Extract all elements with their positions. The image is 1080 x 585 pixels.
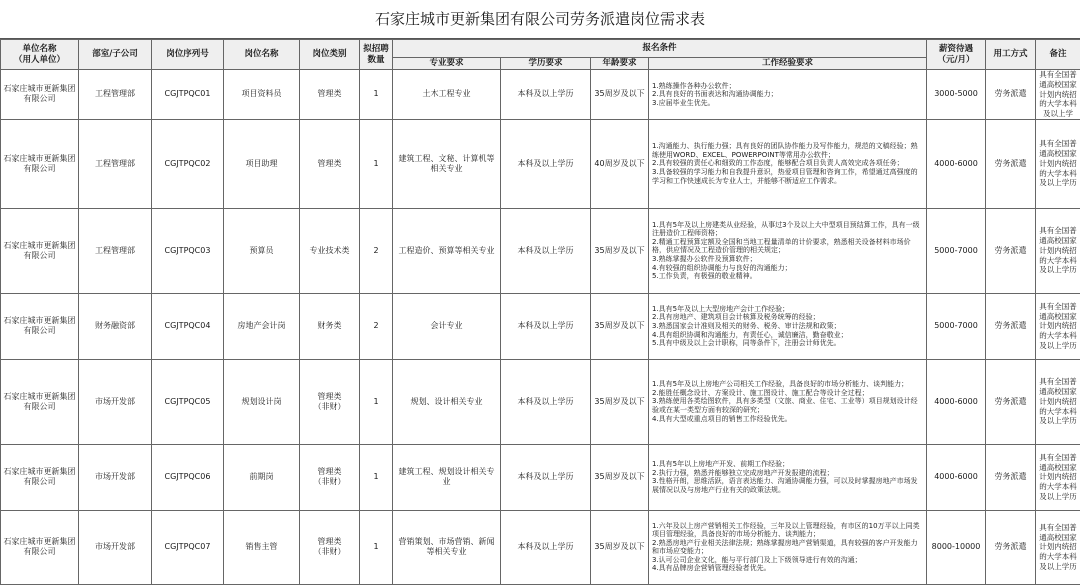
cell-category: 管理类 （非财） <box>300 444 360 510</box>
cell-category: 管理类 <box>300 119 360 208</box>
cell-remark: 具有全国普通高校国家计划内统招的大学本科及以上学历 <box>1036 208 1080 293</box>
cell-employment: 劳务派遣 <box>986 208 1036 293</box>
experience-line: 2.执行力强，熟悉并能够独立完成房地产开发报建的流程； <box>652 469 923 478</box>
cell-employment: 劳务派遣 <box>986 359 1036 444</box>
cell-unit: 石家庄城市更新集团有限公司 <box>1 119 79 208</box>
header-salary: 薪资待遇 （元/月） <box>927 40 986 70</box>
table-row <box>1 510 1080 584</box>
cell-remark: 具有全国普通高校国家计划内统招的大学本科及以上学历 <box>1036 359 1080 444</box>
cell-code: CGJTPQC02 <box>152 119 224 208</box>
table-row <box>1 359 1080 444</box>
cell-name: 前期岗 <box>224 444 300 510</box>
experience-line: 1.六年及以上房产营销相关工作经验，三年及以上管理经验，有市区的10万平以上同类项目管理经验，具备良好的市场分析能力、谈判能力； <box>652 522 923 539</box>
header-code: 岗位序列号 <box>152 40 224 70</box>
header-conditions: 报名条件 <box>393 40 927 58</box>
cell-code: CGJTPQC07 <box>152 510 224 584</box>
cell-name: 预算员 <box>224 208 300 293</box>
experience-line: 3.熟练掌握办公软件及预算软件； <box>652 255 923 264</box>
cell-unit: 石家庄城市更新集团有限公司 <box>1 293 79 359</box>
cell-category: 管理类 <box>300 70 360 120</box>
experience-line: 1.具有5年及以上房建类从业经验，从事过3个及以上大中型项目预结算工作，具有一级注册造价工程师资格； <box>652 221 923 238</box>
cell-major: 土木工程专业 <box>393 70 501 120</box>
cell-employment: 劳务派遣 <box>986 444 1036 510</box>
cell-salary: 5000-7000 <box>927 208 986 293</box>
cell-count: 1 <box>360 444 393 510</box>
cell-remark: 具有全国普通高校国家计划内统招的大学本科及以上学 <box>1036 70 1080 120</box>
cell-age: 35周岁及以下 <box>591 293 649 359</box>
cell-major: 会计专业 <box>393 293 501 359</box>
cell-dept: 市场开发部 <box>79 444 152 510</box>
cell-major: 营销策划、市场营销、新闻等相关专业 <box>393 510 501 584</box>
cell-employment: 劳务派遣 <box>986 119 1036 208</box>
cell-name: 项目资料员 <box>224 70 300 120</box>
cell-remark: 具有全国普通高校国家计划内统招的大学本科及以上学历 <box>1036 510 1080 584</box>
cell-count: 1 <box>360 359 393 444</box>
experience-line: 2.能胜任概念设计、方案设计、施工图设计、施工配合等设计全过程； <box>652 389 923 398</box>
cell-unit: 石家庄城市更新集团有限公司 <box>1 510 79 584</box>
cell-name: 规划设计岗 <box>224 359 300 444</box>
cell-name: 销售主管 <box>224 510 300 584</box>
cell-dept: 工程管理部 <box>79 208 152 293</box>
experience-line: 1.熟练操作各种办公软件； <box>652 82 923 91</box>
header-dept: 部室/子公司 <box>79 40 152 70</box>
cell-major: 建筑工程、规划设计相关专业 <box>393 444 501 510</box>
header-unit: 单位名称 （用人单位） <box>1 40 79 70</box>
table-row <box>1 293 1080 359</box>
experience-line: 5.具有中级及以上会计职称，同等条件下，注册会计师优先。 <box>652 339 923 348</box>
cell-count: 1 <box>360 119 393 208</box>
cell-salary: 8000-10000 <box>927 510 986 584</box>
cell-experience <box>649 510 927 584</box>
requirements-table <box>0 39 1080 585</box>
experience-line: 3.认可公司企业文化，能与平行部门及上下级领导进行有效的沟通； <box>652 556 923 565</box>
cell-category: 管理类 （非财） <box>300 510 360 584</box>
experience-line: 4.具有品牌房企营销管理经验者优先。 <box>652 564 923 573</box>
experience-line: 3.熟练使用各类绘图软件，具有多类型（文旅、商业、住宅、工业等）项目规划设计经验或在某一类型方面有较深的研究； <box>652 397 923 414</box>
table-row <box>1 70 1080 120</box>
cell-major: 工程造价、预算等相关专业 <box>393 208 501 293</box>
experience-line: 4.具有大型或重点项目的销售工作经验优先。 <box>652 415 923 424</box>
cell-count: 1 <box>360 510 393 584</box>
cell-major: 规划、设计相关专业 <box>393 359 501 444</box>
cell-edu: 本科及以上学历 <box>501 510 591 584</box>
cell-count: 1 <box>360 70 393 120</box>
cell-unit: 石家庄城市更新集团有限公司 <box>1 444 79 510</box>
header-experience: 工作经验要求 <box>649 58 927 70</box>
experience-line: 2.具有房地产、建筑项目会计核算及税务统筹的经验； <box>652 313 923 322</box>
cell-count: 2 <box>360 293 393 359</box>
cell-salary: 3000-5000 <box>927 70 986 120</box>
cell-unit: 石家庄城市更新集团有限公司 <box>1 208 79 293</box>
cell-age: 35周岁及以下 <box>591 444 649 510</box>
cell-category: 管理类 （非财） <box>300 359 360 444</box>
cell-dept: 工程管理部 <box>79 70 152 120</box>
cell-salary: 5000-7000 <box>927 293 986 359</box>
cell-code: CGJTPQC05 <box>152 359 224 444</box>
experience-line: 3.应届毕业生优先。 <box>652 99 923 108</box>
cell-code: CGJTPQC06 <box>152 444 224 510</box>
header-remark: 备注 <box>1036 40 1080 70</box>
cell-code: CGJTPQC04 <box>152 293 224 359</box>
cell-age: 35周岁及以下 <box>591 359 649 444</box>
experience-line: 2.熟悉房地产行业相关法律法规；熟练掌握房地产营销渠道，具有较强的客户开发能力和市场应变能力； <box>652 539 923 556</box>
experience-line: 4.有较强的组织协调能力与良好的沟通能力； <box>652 264 923 273</box>
cell-major: 建筑工程、文秘、计算机等相关专业 <box>393 119 501 208</box>
cell-edu: 本科及以上学历 <box>501 293 591 359</box>
cell-age: 35周岁及以下 <box>591 208 649 293</box>
experience-line: 2.具有良好的书面表达和沟通协调能力； <box>652 90 923 99</box>
cell-name: 项目助理 <box>224 119 300 208</box>
header-edu: 学历要求 <box>501 58 591 70</box>
cell-code: CGJTPQC03 <box>152 208 224 293</box>
header-category: 岗位类别 <box>300 40 360 70</box>
table-header <box>1 40 1080 70</box>
header-employment: 用工方式 <box>986 40 1036 70</box>
table-body <box>1 70 1080 585</box>
cell-code: CGJTPQC01 <box>152 70 224 120</box>
header-count: 拟招聘 数量 <box>360 40 393 70</box>
cell-edu: 本科及以上学历 <box>501 444 591 510</box>
cell-employment: 劳务派遣 <box>986 510 1036 584</box>
cell-category: 财务类 <box>300 293 360 359</box>
table-row <box>1 208 1080 293</box>
header-age: 年龄要求 <box>591 58 649 70</box>
experience-line: 1.具有5年以上房地产开发、前期工作经验； <box>652 460 923 469</box>
cell-salary: 4000-6000 <box>927 119 986 208</box>
cell-remark: 具有全国普通高校国家计划内统招的大学本科及以上学历 <box>1036 293 1080 359</box>
cell-dept: 市场开发部 <box>79 510 152 584</box>
cell-experience <box>649 208 927 293</box>
cell-age: 35周岁及以下 <box>591 510 649 584</box>
cell-remark: 具有全国普通高校国家计划内统招的大学本科及以上学历 <box>1036 444 1080 510</box>
cell-experience <box>649 119 927 208</box>
cell-unit: 石家庄城市更新集团有限公司 <box>1 70 79 120</box>
experience-line: 2.具有较强的责任心和细致的工作态度，能够配合项目负责人高效完成各项任务； <box>652 159 923 168</box>
header-name: 岗位名称 <box>224 40 300 70</box>
experience-line: 1.具有5年及以上大型房地产会计工作经验； <box>652 305 923 314</box>
cell-experience <box>649 444 927 510</box>
cell-unit: 石家庄城市更新集团有限公司 <box>1 359 79 444</box>
cell-edu: 本科及以上学历 <box>501 208 591 293</box>
cell-salary: 4000-6000 <box>927 359 986 444</box>
cell-dept: 工程管理部 <box>79 119 152 208</box>
cell-edu: 本科及以上学历 <box>501 70 591 120</box>
cell-experience <box>649 70 927 120</box>
cell-remark: 具有全国普通高校国家计划内统招的大学本科及以上学历 <box>1036 119 1080 208</box>
cell-dept: 市场开发部 <box>79 359 152 444</box>
experience-line: 1.沟通能力、执行能力强；具有良好的团队协作能力及写作能力，规范的文稿经验；熟练使用WORD、EXCEL、POWERPOINT等常用办公软件； <box>652 142 923 159</box>
experience-line: 1.具有5年及以上房地产公司相关工作经验，具备良好的市场分析能力、谈判能力； <box>652 380 923 389</box>
cell-experience <box>649 359 927 444</box>
experience-line: 5.工作负责，有极强的敬业精神。 <box>652 272 923 281</box>
cell-employment: 劳务派遣 <box>986 293 1036 359</box>
header-major: 专业要求 <box>393 58 501 70</box>
cell-category: 专业技术类 <box>300 208 360 293</box>
experience-line: 4.具有组织协调和沟通能力，有责任心，诚信廉洁，勤奋敬业； <box>652 331 923 340</box>
experience-line: 3.熟悉国家会计准则及相关的财务、税务、审计法规和政策； <box>652 322 923 331</box>
page-title: 石家庄城市更新集团有限公司劳务派遣岗位需求表 <box>0 0 1080 39</box>
table-row <box>1 444 1080 510</box>
cell-dept: 财务融资部 <box>79 293 152 359</box>
table-row <box>1 119 1080 208</box>
cell-experience <box>649 293 927 359</box>
cell-count: 2 <box>360 208 393 293</box>
cell-age: 40周岁及以下 <box>591 119 649 208</box>
cell-edu: 本科及以上学历 <box>501 119 591 208</box>
cell-age: 35周岁及以下 <box>591 70 649 120</box>
cell-name: 房地产会计岗 <box>224 293 300 359</box>
cell-employment: 劳务派遣 <box>986 70 1036 120</box>
experience-line: 2.精通工程预算定额及全国和当地工程量清单的计价要求，熟悉相关设备材料市场价格，供应情况及工程造价管理的相关规定； <box>652 238 923 255</box>
experience-line: 3.具备较强的学习能力和自我提升意识，热爱项目管理和咨询工作，希望通过高强度的学习和工作快速成长为专业人士，并能够不断适应工作需求。 <box>652 168 923 185</box>
cell-edu: 本科及以上学历 <box>501 359 591 444</box>
experience-line: 3.性格开朗，思维活跃，语言表达能力、沟通协调能力强，可以及时掌握房地产市场发展情况以及与房地产行业有关的政策法规。 <box>652 477 923 494</box>
cell-salary: 4000-6000 <box>927 444 986 510</box>
